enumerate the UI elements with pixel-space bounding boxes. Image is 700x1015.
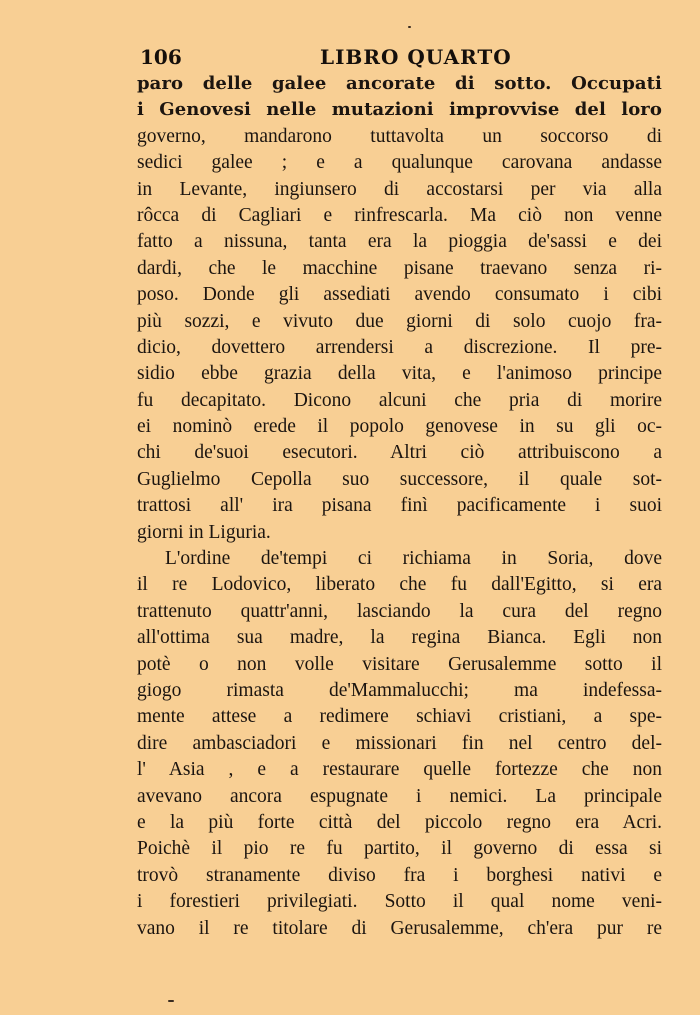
text-line: i forestieri privilegiati. Sotto il qual nome veni- — [137, 891, 662, 913]
text-line: più sozzi, e vivuto due giorni di solo cuojo fra- — [137, 310, 662, 332]
body-text — [137, 71, 662, 942]
text-line: rôcca di Cagliari e rinfrescarla. Ma ciò non venne — [137, 204, 662, 226]
text-line: all'ottima sua madre, la regina Bianca. Egli non — [137, 627, 662, 649]
ink-speck — [408, 26, 411, 28]
text-line: trattosi all' ira pisana finì pacificamente i suoi — [137, 495, 662, 517]
text-line: poso. Donde gli assediati avendo consumato i cibi — [137, 284, 662, 306]
text-line: trattenuto quattr'anni, lasciando la cura del regno — [137, 600, 662, 622]
text-line: e la più forte città del piccolo regno era Acri. — [137, 811, 662, 833]
text-line: dicio, dovettero arrendersi a discrezione. Il pre- — [137, 336, 662, 358]
text-line: il re Lodovico, liberato che fu dall'Egitto, si era — [137, 574, 662, 596]
text-line: ei nominò erede il popolo genovese in su gli oc- — [137, 416, 662, 438]
text-line: governo, mandarono tuttavolta un soccorso di — [137, 125, 662, 147]
text-line: in Levante, ingiunsero di accostarsi per via alla — [137, 178, 662, 200]
text-line: chi de'suoi esecutori. Altri ciò attribuiscono a — [137, 442, 662, 464]
text-line: potè o non volle visitare Gerusalemme sotto il — [137, 653, 662, 675]
text-line: fatto a nissuna, tanta era la pioggia de'sassi e dei — [137, 231, 662, 253]
text-line: Guglielmo Cepolla suo successore, il quale sot- — [137, 468, 662, 490]
text-line: giorni in Liguria. — [137, 521, 271, 543]
text-line: vano il re titolare di Gerusalemme, ch'era pur re — [137, 917, 662, 939]
text-line: giogo rimasta de'Mammalucchi; ma indefessa- — [137, 679, 662, 701]
text-line: l' Asia , e a restaurare quelle fortezze che non — [137, 759, 662, 781]
page-number: 106 — [140, 45, 182, 69]
text-line: fu decapitato. Dicono alcuni che pria di morire — [137, 389, 662, 411]
text-line: avevano ancora espugnate i nemici. La principale — [137, 785, 662, 807]
text-line: mente attese a redimere schiavi cristiani, a spe- — [137, 706, 662, 728]
text-line: sedici galee ; e a qualunque carovana andasse — [137, 152, 662, 174]
text-line: dardi, che le macchine pisane traevano senza ri- — [137, 257, 662, 279]
text-line: dire ambasciadori e missionari fin nel centro del- — [137, 732, 662, 754]
text-line: trovò stranamente diviso fra i borghesi nativi e — [137, 864, 662, 886]
running-head — [140, 42, 660, 72]
text-line: sidio ebbe grazia della vita, e l'animoso principe — [137, 363, 662, 385]
running-title: LIBRO QUARTO — [320, 45, 512, 69]
text-line: i Genovesi nelle mutazioni improvvise del loro — [137, 99, 662, 121]
text-line: paro delle galee ancorate di sotto. Occupati — [137, 73, 662, 94]
text-line: L'ordine de'tempi ci richiama in Soria, dove — [165, 548, 662, 570]
text-line: Poichè il pio re fu partito, il governo di essa si — [137, 838, 662, 860]
ink-speck — [168, 1000, 174, 1002]
